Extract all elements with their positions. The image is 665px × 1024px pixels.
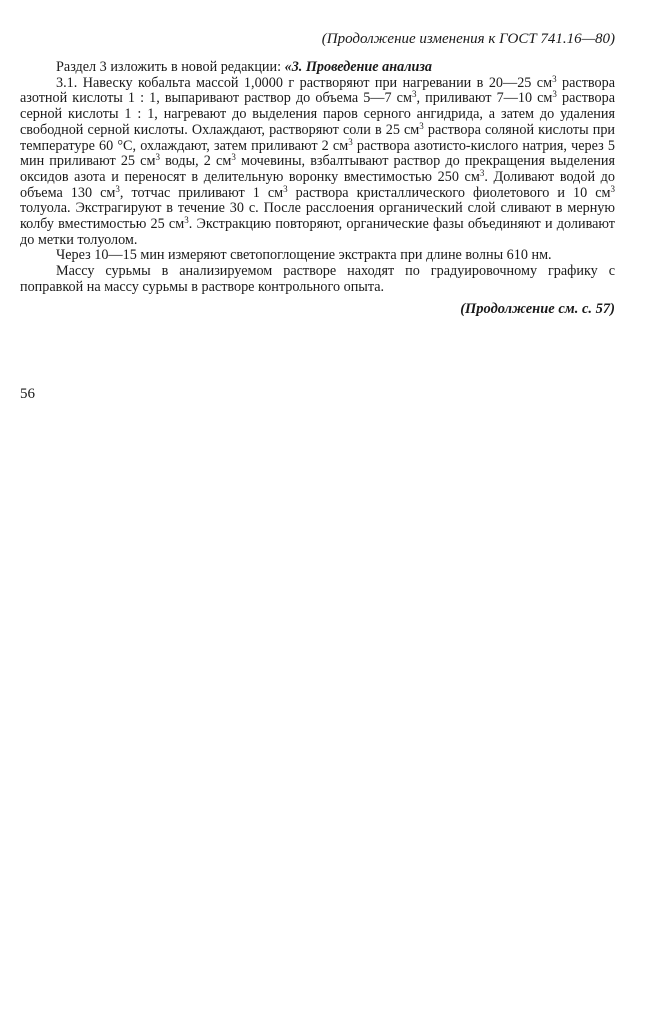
p1-superscript-1: 3 [552,73,557,84]
p1-text-2: раствора азотной кислоты 1 : 1, выпаривают раствор до объема 5—7 см [20,74,615,107]
paragraph-3-1 [20,73,616,249]
p1-text-4: раствора серной кислоты 1 : 1, нагревают до выделения паров серного ангидрида, а затем до удаления свободной серной кислоты. Охлаждают, растворяют соли в 25 см [20,90,615,138]
p1-superscript-7: 3 [231,152,236,163]
p1-text-6: раствора азотисто-кислого натрия, через 5 мин приливают 25 см [20,137,615,170]
p1-superscript-2: 3 [411,89,417,100]
section-intro: Раздел 3 изложить в новой редакции: [56,59,285,75]
document-page [20,30,615,318]
p1-superscript-5: 3 [348,136,353,147]
p1-superscript-6: 3 [155,152,160,163]
continuation-header: (Продолжение изменения к ГОСТ 741.16—80) [321,31,615,47]
p1-text-8: мочевины, взбалтывают раствор до прекращения выделения оксидов азота и переносят в делительную воронку вместимостью 250 см [20,153,615,185]
document-body [20,60,615,296]
p1-superscript-11: 3 [610,183,616,194]
p1-text-7: воды, 2 см [159,153,232,170]
p1-text-12: толуола. Экстрагируют в течение 30 с. После расслоения органический слой сливают в мерную колбу вместимостью 25 см [20,200,615,233]
p1-text-9: . Доливают водой до объема 130 см [20,168,615,201]
page-number: 56 [20,386,35,402]
paragraph-calculation: Массу сурьмы в анализируемом растворе находят по градуировочному графику с поправкой на массу сурьмы в растворе контрольного опыта. [20,263,615,295]
p1-text-11: раствора кристаллического фиолетового и 10 см [287,184,611,201]
p1-superscript-12: 3 [184,215,189,226]
p1-text-1: 3.1. Навеску кобальта массой 1,0000 г растворяют при нагревании в 20—25 см [56,74,553,91]
section-intro-paragraph [20,60,615,76]
p1-text-13: . Экстракцию повторяют, органические фазы объединяют и доливают до метки толуолом. [20,216,616,248]
p1-superscript-8: 3 [479,167,485,178]
p1-text-3: , приливают 7—10 см [416,90,553,107]
section-heading: «3. Проведение анализа [284,59,433,75]
p1-superscript-10: 3 [283,183,288,194]
continuation-footer: (Продолжение см. с. 57) [460,300,615,317]
p1-superscript-3: 3 [552,89,557,100]
p1-superscript-9: 3 [115,183,120,194]
p1-text-5: раствора соляной кислоты при температуре 60 °С, охлаждают, затем приливают 2 см [20,121,616,154]
p1-text-10: , тотчас приливают 1 см [119,184,284,201]
p1-superscript-4: 3 [419,120,424,131]
paragraph-measurement: Через 10—15 мин измеряют светопоглощение экстракта при длине волны 610 нм. [56,247,552,264]
